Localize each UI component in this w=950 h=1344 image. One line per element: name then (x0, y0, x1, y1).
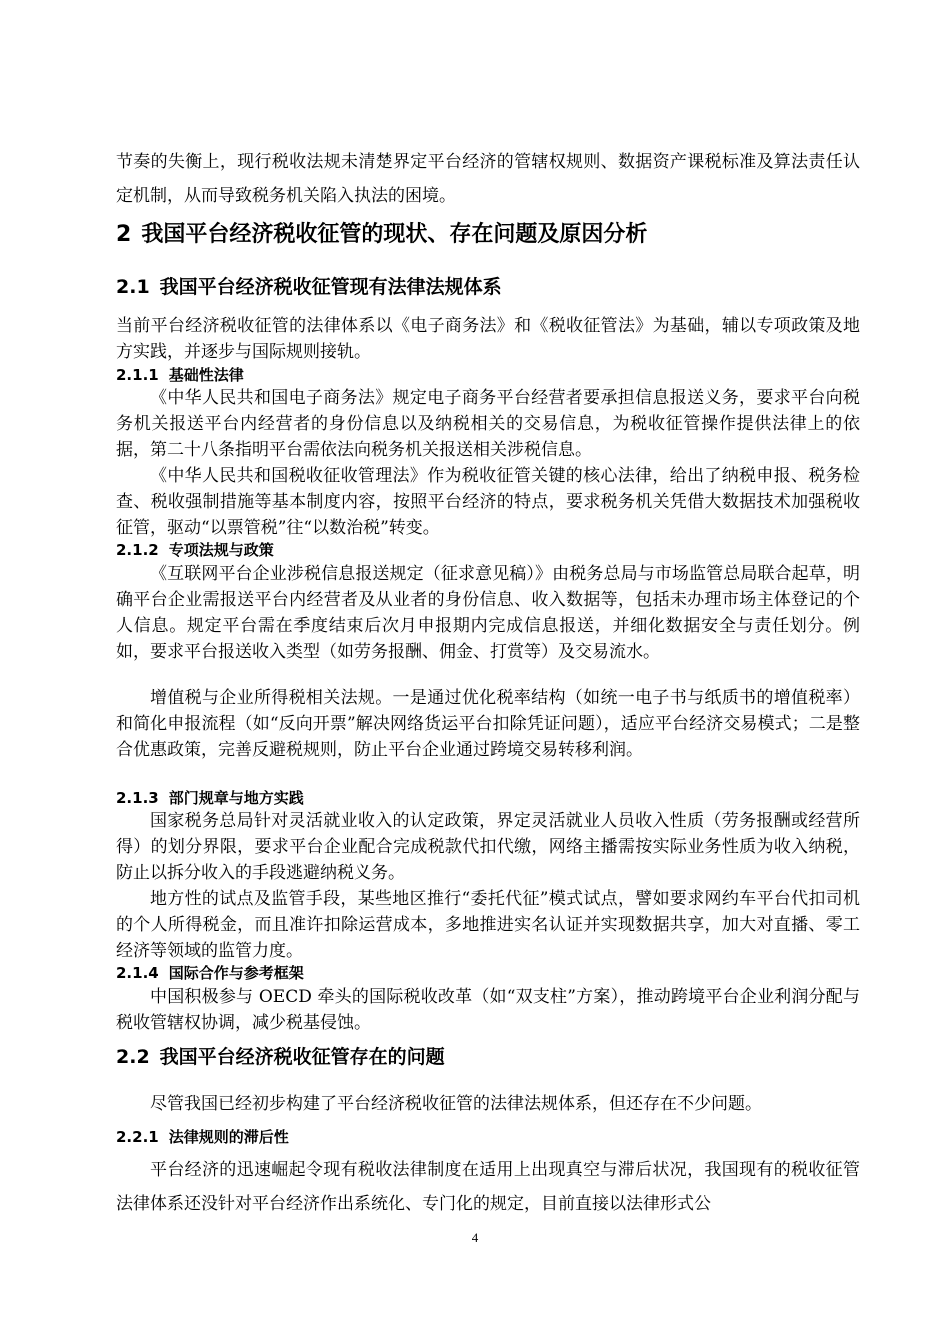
section-title: 基础性法律 (168, 366, 244, 384)
paragraph: 增值税与企业所得税相关法规。一是通过优化税率结构（如统一电子书与纸质书的增值税率）和简化申报流程（如“反向开票”解决网络货运平台扣除凭证问题），适应平台经济交易模式；二是整合优惠政策，完善反避税规则，防止平台企业通过跨境交易转移利润。 (116, 688, 860, 760)
paragraph: 节奏的失衡上，现行税收法规未清楚界定平台经济的管辖权规则、数据资产课税标准及算法责任认定机制，从而导致税务机关陷入执法的困境。 (116, 152, 860, 206)
paragraph: 当前平台经济税收征管的法律体系以《电子商务法》和《税收征管法》为基础，辅以专项政策及地方实践，并逐步与国际规则接轨。 (116, 316, 860, 362)
section-heading-2-1 (116, 273, 502, 301)
paragraph: 尽管我国已经初步构建了平台经济税收征管的法律法规体系，但还存在不少问题。 (150, 1094, 762, 1114)
section-heading-2-2-1 (116, 1126, 289, 1148)
section-title: 我国平台经济税收征管现有法律法规体系 (159, 276, 502, 298)
section-number: 2.2 (116, 1046, 150, 1068)
section-number: 2.1.1 (116, 366, 159, 384)
paragraph: 《中华人民共和国税收征收管理法》作为税收征管关键的核心法律，给出了纳税申报、税务检查、税收强制措施等基本制度内容，按照平台经济的特点，要求税务机关凭借大数据技术加强税收征管，驱动“以票管税”往“以数治税”转变。 (116, 466, 860, 538)
page-number: 4 (471, 1230, 479, 1245)
paragraph: 国家税务总局针对灵活就业收入的认定政策，界定灵活就业人员收入性质（劳务报酬或经营所得）的划分界限，要求平台企业配合完成税款代扣代缴，网络主播需按实际业务性质为收入纳税，防止以拆分收入的手段逃避纳税义务。 (116, 811, 860, 883)
paragraph: 地方性的试点及监管手段，某些地区推行“委托代征”模式试点，譬如要求网约车平台代扣司机的个人所得税金，而且准许扣除运营成本，多地推进实名认证并实现数据共享，加大对直播、零工经济等领域的监管力度。 (116, 889, 860, 961)
section-heading-2-1-2 (116, 539, 274, 561)
paragraph: 《中华人民共和国电子商务法》规定电子商务平台经营者要承担信息报送义务，要求平台向税务机关报送平台内经营者的身份信息以及纳税相关的交易信息，为税收征管操作提供法律上的依据，第二十八条指明平台需依法向税务机关报送相关涉税信息。 (116, 388, 860, 460)
section-number: 2.1 (116, 276, 150, 298)
section-number: 2.1.2 (116, 541, 159, 559)
section-title: 专项法规与政策 (168, 541, 274, 559)
section-title: 部门规章与地方实践 (168, 789, 304, 807)
section-heading-2-1-3 (116, 787, 304, 809)
section-title: 国际合作与参考框架 (168, 964, 304, 982)
section-heading-2-1-4 (116, 962, 304, 984)
paragraph: 中国积极参与 OECD 牵头的国际税收改革（如“双支柱”方案），推动跨境平台企业利润分配与税收管辖权协调，减少税基侵蚀。 (116, 987, 860, 1033)
section-heading-2-1-1 (116, 364, 244, 386)
paragraph: 平台经济的迅速崛起令现有税收法律制度在适用上出现真空与滞后状况，我国现有的税收征管法律体系还没针对平台经济作出系统化、专门化的规定，目前直接以法律形式公 (116, 1160, 860, 1214)
section-heading-2-2 (116, 1043, 445, 1071)
section-title: 法律规则的滞后性 (168, 1128, 289, 1146)
paragraph: 《互联网平台企业涉税信息报送规定（征求意见稿）》由税务总局与市场监管总局联合起草，明确平台企业需报送平台内经营者及从业者的身份信息、收入数据等，包括未办理市场主体登记的个人信息。规定平台需在季度结束后次月申报期内完成信息报送，并细化数据安全与责任划分。例如，要求平台报送收入类型（如劳务报酬、佣金、打赏等）及交易流水。 (116, 564, 860, 662)
section-title: 我国平台经济税收征管的现状、存在问题及原因分析 (141, 222, 648, 247)
section-number: 2.1.4 (116, 964, 159, 982)
section-heading-2 (116, 220, 647, 250)
section-title: 我国平台经济税收征管存在的问题 (159, 1046, 445, 1068)
section-number: 2.1.3 (116, 789, 159, 807)
section-number: 2.2.1 (116, 1128, 159, 1146)
section-number: 2 (116, 222, 132, 247)
